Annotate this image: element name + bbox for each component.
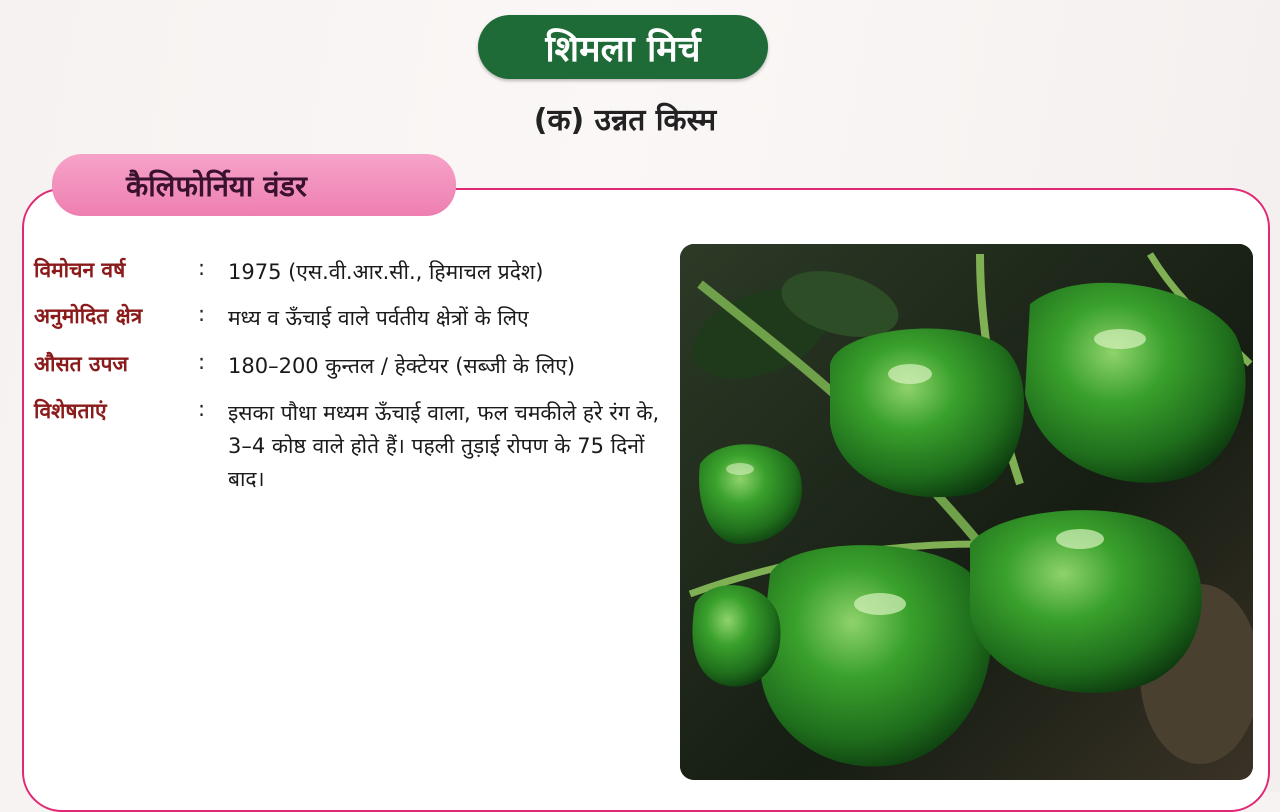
field-value: 1975 (एस.वी.आर.सी., हिमाचल प्रदेश) bbox=[228, 260, 544, 284]
field-value: इसका पौधा मध्यम ऊँचाई वाला, फल चमकीले हरे रंग के, 3–4 कोष्ठ वाले होते हैं। पहली तुड़ाई रोपण के 75 दिनों बाद। bbox=[228, 401, 660, 491]
variety-name-tab bbox=[52, 154, 456, 216]
field-label: विमोचन वर्ष bbox=[34, 258, 126, 282]
field-value: 180–200 कुन्तल / हेक्टेयर (सब्जी के लिए) bbox=[228, 354, 576, 378]
field-separator: : bbox=[198, 397, 206, 421]
bell-pepper-illustration bbox=[680, 244, 1253, 780]
field-label: विशेषताएं bbox=[34, 399, 107, 423]
field-separator: : bbox=[198, 302, 206, 326]
field-value: मध्य व ऊँचाई वाले पर्वतीय क्षेत्रों के लिए bbox=[228, 306, 529, 330]
variety-name: कैलिफोर्निया वंडर bbox=[126, 168, 307, 203]
field-separator: : bbox=[198, 350, 206, 374]
field-label: औसत उपज bbox=[34, 352, 128, 376]
field-label: अनुमोदित क्षेत्र bbox=[34, 304, 143, 328]
field-separator: : bbox=[198, 256, 206, 280]
section-subtitle: (क) उन्नत किस्म bbox=[533, 103, 717, 138]
bell-pepper-photo bbox=[680, 244, 1253, 780]
page-title: शिमला मिर्च bbox=[478, 15, 768, 79]
